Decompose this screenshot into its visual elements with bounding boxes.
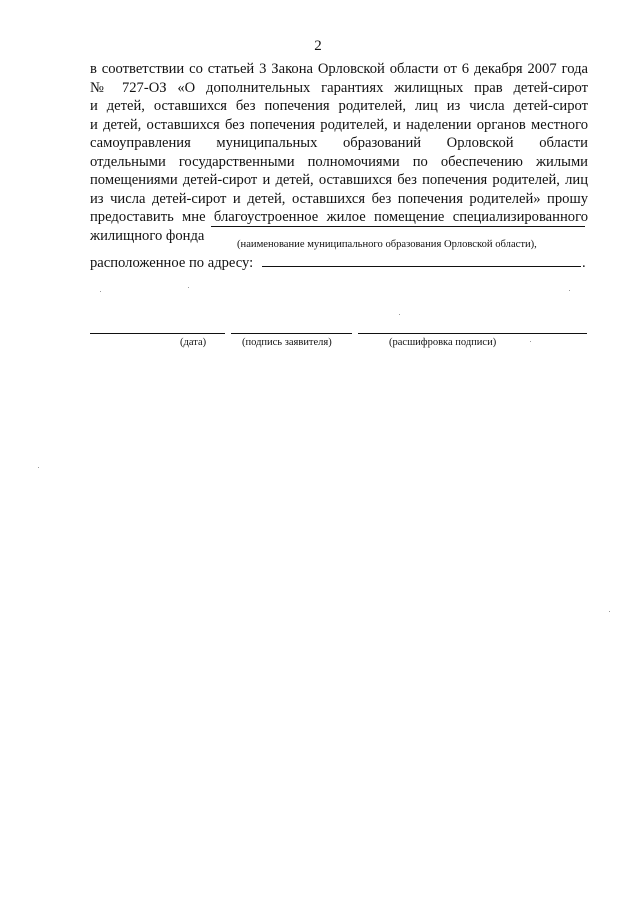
body-line-9: предоставить мне благоустроенное жилое помещение специализированного (90, 209, 588, 225)
scan-speck (100, 291, 101, 292)
scan-speck (530, 341, 531, 342)
signature-caption: (подпись заявителя) (242, 337, 332, 348)
municipality-fill-line (211, 226, 585, 227)
body-line-10: жилищного фонда (90, 227, 205, 244)
address-fill-line (262, 266, 581, 267)
body-line-8: из числа детей-сирот и детей, оставшихся без попечения родителей» прошу (90, 190, 588, 207)
body-line-5: самоуправления муниципальных образований Орловской области (90, 135, 588, 151)
signature-fill-line (231, 333, 352, 334)
address-label: расположенное по адресу: (90, 255, 254, 271)
date-caption: (дата) (180, 337, 207, 348)
body-line-3: и детей, оставшихся без попечения родителей, лиц из числа детей-сирот (90, 98, 588, 114)
body-paragraph (90, 60, 588, 245)
scan-speck (609, 611, 610, 612)
transcript-caption: (расшифровка подписи) (389, 337, 497, 348)
body-line-7: помещениями детей-сирот и детей, оставшихся без попечения родителей, лиц (90, 172, 588, 188)
scan-speck (188, 287, 189, 288)
scan-speck (38, 467, 39, 468)
municipality-caption: (наименование муниципального образования Орловской области), (237, 239, 537, 250)
scan-speck (399, 314, 400, 315)
body-line-6: отдельными государственными полномочиями по обеспечению жилыми (90, 153, 588, 170)
body-line-1: в соответствии со статьей 3 Закона Орловской области от 6 декабря 2007 года (90, 61, 588, 77)
scan-speck (569, 290, 570, 291)
body-line-4: и детей, оставшихся без попечения родителей, и наделении органов местного (90, 116, 588, 133)
address-period: . (582, 255, 586, 271)
date-fill-line (90, 333, 225, 334)
body-line-2: № 727-ОЗ «О дополнительных гарантиях жилищных прав детей-сирот (90, 79, 588, 96)
page-number: 2 (314, 38, 322, 54)
transcript-fill-line (358, 333, 587, 334)
